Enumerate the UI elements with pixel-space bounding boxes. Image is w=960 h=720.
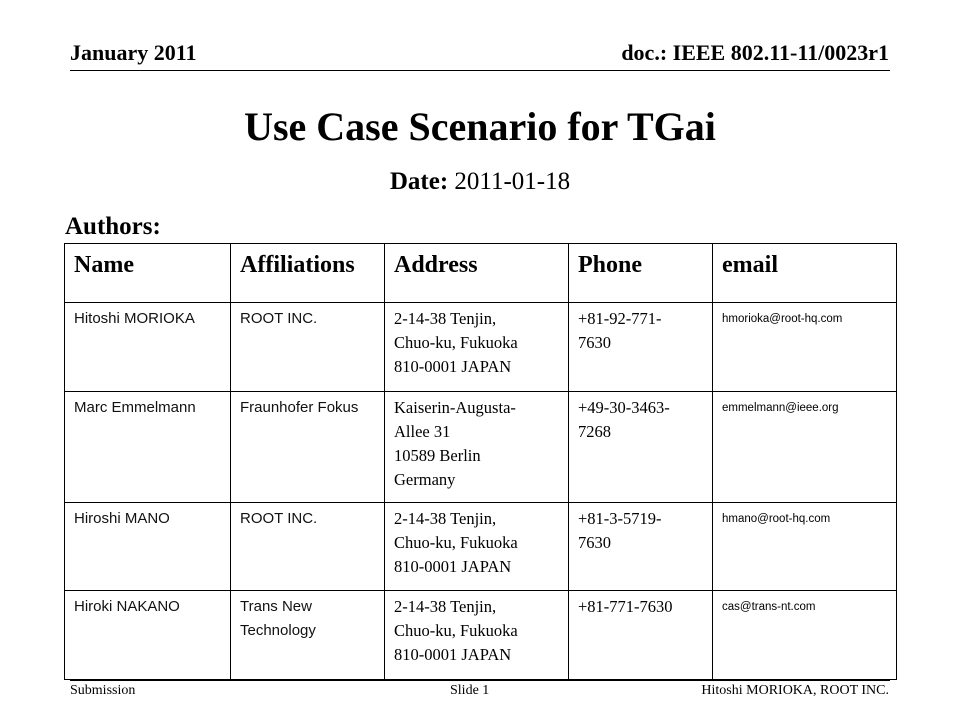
author-email: hmorioka@root-hq.com xyxy=(713,303,897,392)
column-header-affiliations: Affiliations xyxy=(231,244,385,303)
author-affiliation: Trans New Technology xyxy=(231,591,385,680)
table-header-row xyxy=(65,244,897,303)
footer-submission: Submission xyxy=(70,683,136,698)
author-phone: +49-30-3463- 7268 xyxy=(569,392,713,503)
author-name: Marc Emmelmann xyxy=(65,392,231,503)
author-affiliation: ROOT INC. xyxy=(231,303,385,392)
author-email: cas@trans-nt.com xyxy=(713,591,897,680)
author-address: 2-14-38 Tenjin, Chuo-ku, Fukuoka 810-0001 JAPAN xyxy=(385,591,569,680)
footer-author: Hitoshi MORIOKA, ROOT INC. xyxy=(701,683,889,698)
table-row xyxy=(65,392,897,503)
footer-slide-number: Slide 1 xyxy=(450,683,490,698)
date-value: 2011-01-18 xyxy=(448,168,571,195)
date-label: Date: xyxy=(389,168,449,195)
author-name: Hiroki NAKANO xyxy=(65,591,231,680)
author-affiliation: Fraunhofer Fokus xyxy=(231,392,385,503)
author-address: 2-14-38 Tenjin, Chuo-ku, Fukuoka 810-0001 JAPAN xyxy=(385,303,569,392)
author-email: emmelmann@ieee.org xyxy=(713,392,897,503)
date-line xyxy=(0,168,960,196)
author-phone: +81-92-771- 7630 xyxy=(569,303,713,392)
table-row xyxy=(65,503,897,591)
header-date: January 2011 xyxy=(70,40,197,65)
column-header-email: email xyxy=(713,244,897,303)
table-row xyxy=(65,303,897,392)
author-phone: +81-3-5719- 7630 xyxy=(569,503,713,591)
column-header-phone: Phone xyxy=(569,244,713,303)
author-address: 2-14-38 Tenjin, Chuo-ku, Fukuoka 810-0001 JAPAN xyxy=(385,503,569,591)
author-phone: +81-771-7630 xyxy=(569,591,713,680)
author-email: hmano@root-hq.com xyxy=(713,503,897,591)
header-divider xyxy=(70,70,890,71)
slide-title: Use Case Scenario for TGai xyxy=(244,104,716,149)
header-doc-id: doc.: IEEE 802.11-11/0023r1 xyxy=(621,40,889,65)
author-address: Kaiserin-Augusta- Allee 31 10589 Berlin Germany xyxy=(385,392,569,503)
column-header-name: Name xyxy=(65,244,231,303)
footer-divider xyxy=(70,680,890,681)
table-row xyxy=(65,591,897,680)
authors-label: Authors: xyxy=(65,213,161,240)
authors-table xyxy=(64,243,897,680)
author-name: Hiroshi MANO xyxy=(65,503,231,591)
author-affiliation: ROOT INC. xyxy=(231,503,385,591)
author-name: Hitoshi MORIOKA xyxy=(65,303,231,392)
column-header-address: Address xyxy=(385,244,569,303)
